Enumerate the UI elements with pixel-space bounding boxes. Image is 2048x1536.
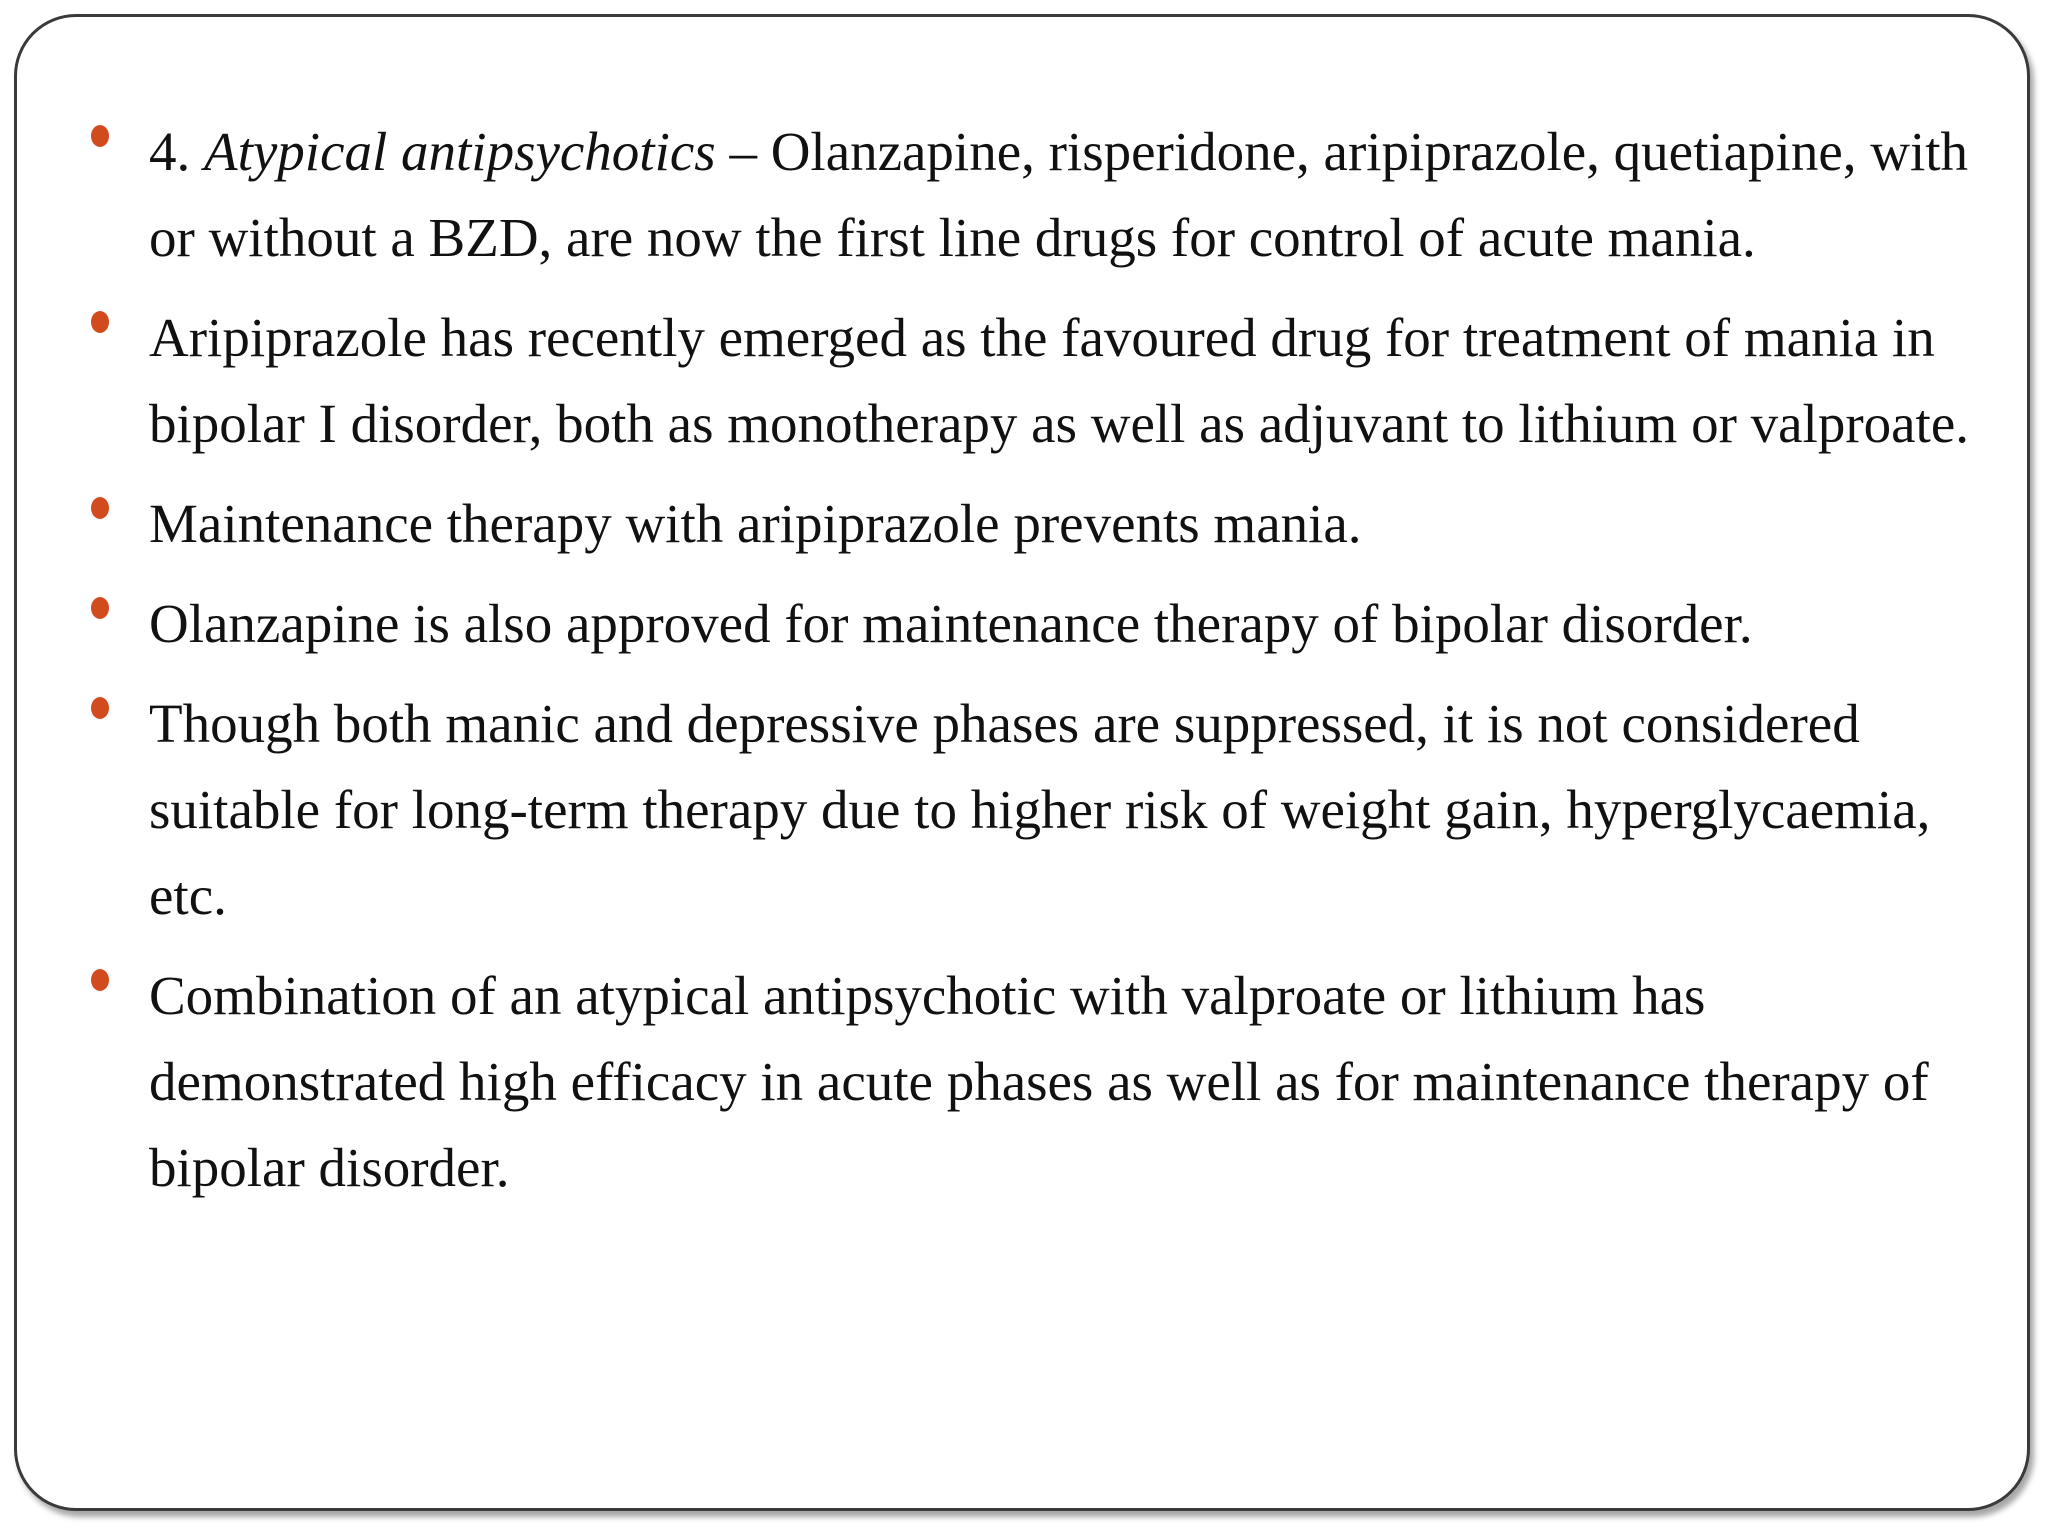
bullet-dot-icon [91, 597, 109, 619]
bullet-text: Olanzapine is also approved for maintenance therapy of bipolar disorder. [149, 593, 1753, 654]
bullet-dot-icon [91, 311, 109, 333]
bullet-item-4 [89, 581, 1989, 667]
bullet-item-3 [89, 481, 1989, 567]
bullet-body: – Olanzapine, risperidone, aripiprazole, quetiapine, with or without a BZD, are now the first line drugs for control of acute mania. [149, 121, 1969, 268]
bullet-text [149, 121, 1968, 268]
bullet-item-2 [89, 295, 1989, 467]
bullet-text: Though both manic and depressive phases are suppressed, it is not considered suitable for long-term therapy due to higher risk of weight gain, hyperglycaemia, etc. [149, 693, 1931, 926]
bullet-italic-term: Atypical antipsychotics [204, 121, 716, 182]
bullet-dot-icon [91, 969, 109, 991]
bullet-dot-icon [91, 125, 109, 147]
bullet-text: Aripiprazole has recently emerged as the favoured drug for treatment of mania in bipolar I disorder, both as monotherapy as well as adjuvant to lithium or valproate. [149, 307, 1969, 454]
bullet-item-6 [89, 953, 1989, 1211]
bullet-dot-icon [91, 497, 109, 519]
bullet-number: 4. [149, 121, 204, 182]
bullet-item-5 [89, 681, 1989, 939]
bullet-list [89, 109, 1989, 1225]
bullet-item-1 [89, 109, 1989, 281]
slide-frame [14, 14, 2030, 1511]
bullet-dot-icon [91, 697, 109, 719]
bullet-text: Combination of an atypical antipsychotic with valproate or lithium has demonstrated high efficacy in acute phases as well as for maintenance therapy of bipolar disorder. [149, 965, 1929, 1198]
bullet-text: Maintenance therapy with aripiprazole prevents mania. [149, 493, 1362, 554]
